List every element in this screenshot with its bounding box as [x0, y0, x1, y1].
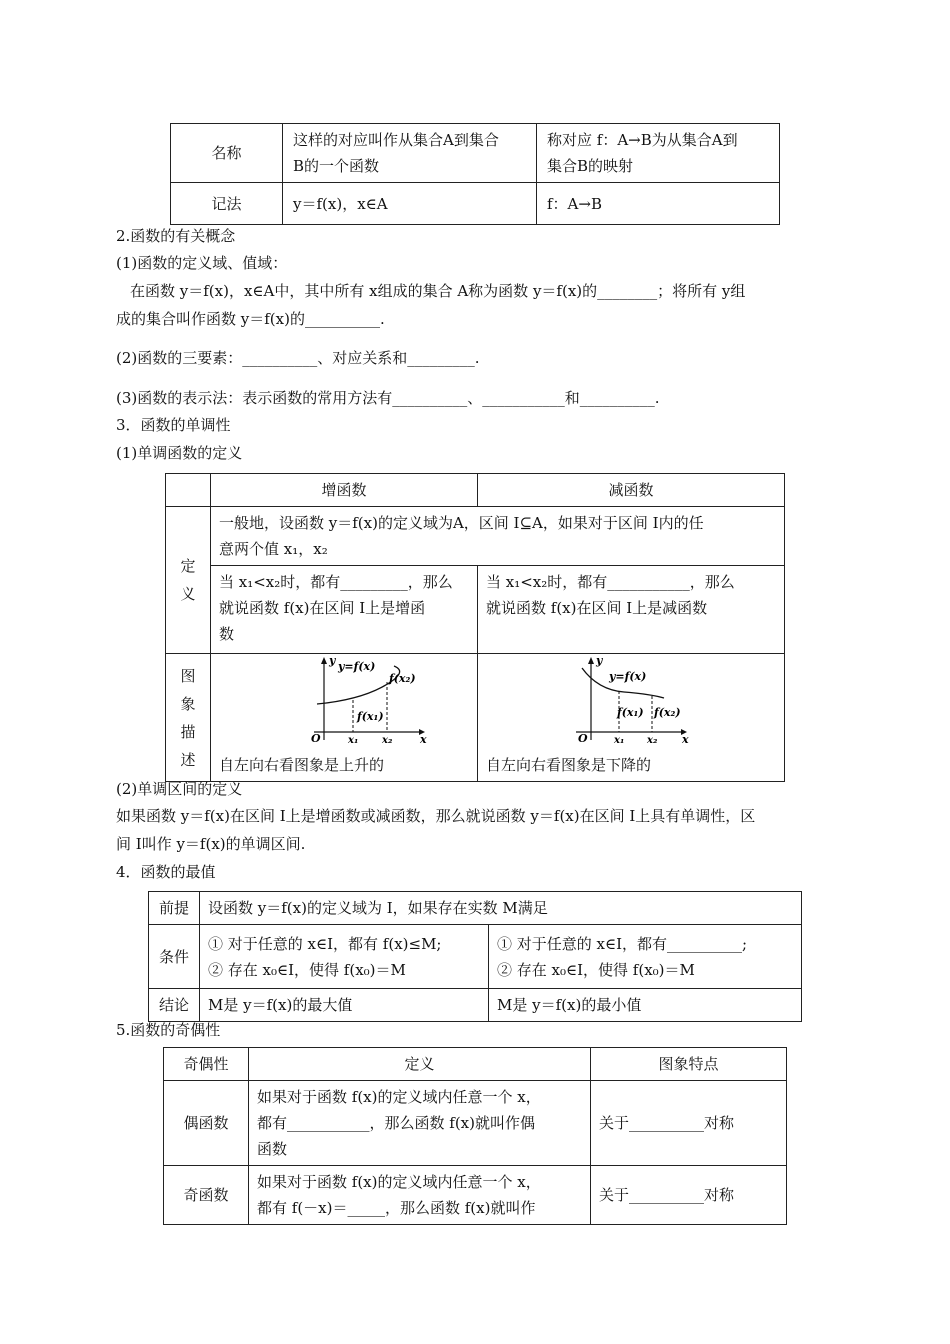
parity-table [163, 1047, 787, 1225]
min-concl: M是 y＝f(x)的最小值 [489, 989, 802, 1022]
inc-y-label: y [329, 654, 336, 667]
func-notation: y＝f(x)，x∈A [283, 183, 537, 225]
dec-x2-label: x₂ [647, 735, 658, 744]
map-notation: f：A→B [537, 183, 780, 225]
sec3-sub2: (2)单调区间的定义 [116, 780, 243, 798]
concl-label: 结论 [149, 989, 200, 1022]
premise-text: 设函数 y＝f(x)的定义域为 I，如果存在实数 M满足 [200, 892, 802, 925]
inc-graph-cell [211, 654, 478, 782]
sec3-p2-b: 间 I叫作 y＝f(x)的单调区间. [116, 835, 306, 853]
sec2-sub1: (1)函数的定义域、值域： [116, 254, 288, 272]
increasing-graph [219, 654, 459, 744]
inc-x-label: x [420, 733, 427, 744]
inc-fx2-label: f(x₂) [389, 672, 416, 685]
odd-graph: 关于__________对称 [591, 1166, 787, 1225]
def-common: 一般地，设函数 y＝f(x)的定义域为A，区间 I⊆A，如果对于区间 I内的任 意两个值 x₁，x₂ [211, 507, 785, 566]
cond-label: 条件 [149, 925, 200, 989]
extremum-table [148, 891, 802, 1022]
dec-fx2-label: f(x₂) [654, 706, 681, 719]
sec3-sub1: (1)单调函数的定义 [116, 444, 243, 462]
min-cond: ① 对于任意的 x∈I，都有__________; ② 存在 x₀∈I，使得 f(x₀)＝M [489, 925, 802, 989]
sec2-p1-a: 在函数 y＝f(x)，x∈A中，其中所有 x组成的集合 A称为函数 y＝f(x)的________；将所有 y组 [130, 282, 746, 300]
inc-def: 当 x₁<x₂时，都有_________，那么 就说函数 f(x)在区间 I上是增函 数 [211, 566, 478, 654]
odd-def: 如果对于函数 f(x)的定义域内任意一个 x， 都有 f(－x)＝_____，那么函数 f(x)就叫作 [249, 1166, 591, 1225]
def-label-cell [166, 507, 211, 654]
even-def: 如果对于函数 f(x)的定义域内任意一个 x， 都有___________，那么函数 f(x)就叫作偶 函数 [249, 1081, 591, 1166]
dec-x-label: x [682, 733, 689, 744]
map-name-cell: 称对应 f：A→B为从集合A到 集合B的映射 [537, 124, 780, 183]
inc-y-arrow [321, 657, 327, 664]
decreasing-graph [486, 654, 726, 744]
even-graph: 关于__________对称 [591, 1081, 787, 1166]
sec4-title: 4．函数的最值 [116, 863, 216, 881]
def-label: 定义 [180, 557, 196, 603]
dec-x1-label: x₁ [614, 735, 625, 744]
inc-origin-label: O [311, 732, 321, 744]
h-inc: 增函数 [211, 474, 478, 507]
sec2-title: 2.函数的有关概念 [116, 227, 236, 245]
h-def: 定义 [249, 1048, 591, 1081]
max-concl: M是 y＝f(x)的最大值 [200, 989, 489, 1022]
img-label: 图象描述 [180, 666, 196, 769]
sec5-title: 5.函数的奇偶性 [116, 1021, 221, 1039]
row-name-label: 名称 [171, 124, 283, 183]
func-name-cell: 这样的对应叫作从集合A到集合 B的一个函数 [283, 124, 537, 183]
inc-curve-label: y=f(x) [338, 660, 376, 673]
mono-corner [166, 474, 211, 507]
monotonic-table [165, 473, 785, 782]
h-parity: 奇偶性 [164, 1048, 249, 1081]
dec-graph-cell [478, 654, 785, 782]
dec-origin-label: O [578, 732, 588, 744]
h-dec: 减函数 [478, 474, 785, 507]
dec-desc: 自左向右看图象是下降的 [486, 756, 652, 774]
sec3-p2-a: 如果函数 y＝f(x)在区间 I上是增函数或减函数，那么就说函数 y＝f(x)在区间 I上具有单调性，区 [116, 807, 756, 825]
premise-label: 前提 [149, 892, 200, 925]
img-label-cell [166, 654, 211, 782]
sec2-sub2: (2)函数的三要素：__________、对应关系和_________. [116, 349, 480, 367]
inc-desc: 自左向右看图象是上升的 [219, 756, 385, 774]
max-cond: ① 对于任意的 x∈I，都有 f(x)≤M; ② 存在 x₀∈I，使得 f(x₀)＝M [200, 925, 489, 989]
sec3-title: 3．函数的单调性 [116, 416, 231, 434]
sec2-sub3: (3)函数的表示法：表示函数的常用方法有__________、___________和__________. [116, 389, 660, 407]
inc-x1-label: x₁ [348, 735, 359, 744]
even-label: 偶函数 [164, 1081, 249, 1166]
dec-def: 当 x₁<x₂时，都有___________，那么 就说函数 f(x)在区间 I上是减函数 [478, 566, 785, 654]
inc-x2-label: x₂ [382, 735, 393, 744]
dec-y-arrow [588, 657, 594, 664]
inc-fx1-label: f(x₁) [357, 710, 384, 723]
h-graph: 图象特点 [591, 1048, 787, 1081]
dec-curve-label: y=f(x) [609, 670, 647, 683]
odd-label: 奇函数 [164, 1166, 249, 1225]
dec-y-label: y [596, 654, 603, 667]
dec-fx1-label: f(x₁) [617, 706, 644, 719]
sec2-p1-b: 成的集合叫作函数 y＝f(x)的__________. [116, 310, 385, 328]
row-notation-label: 记法 [171, 183, 283, 225]
mapping-table [170, 123, 780, 225]
